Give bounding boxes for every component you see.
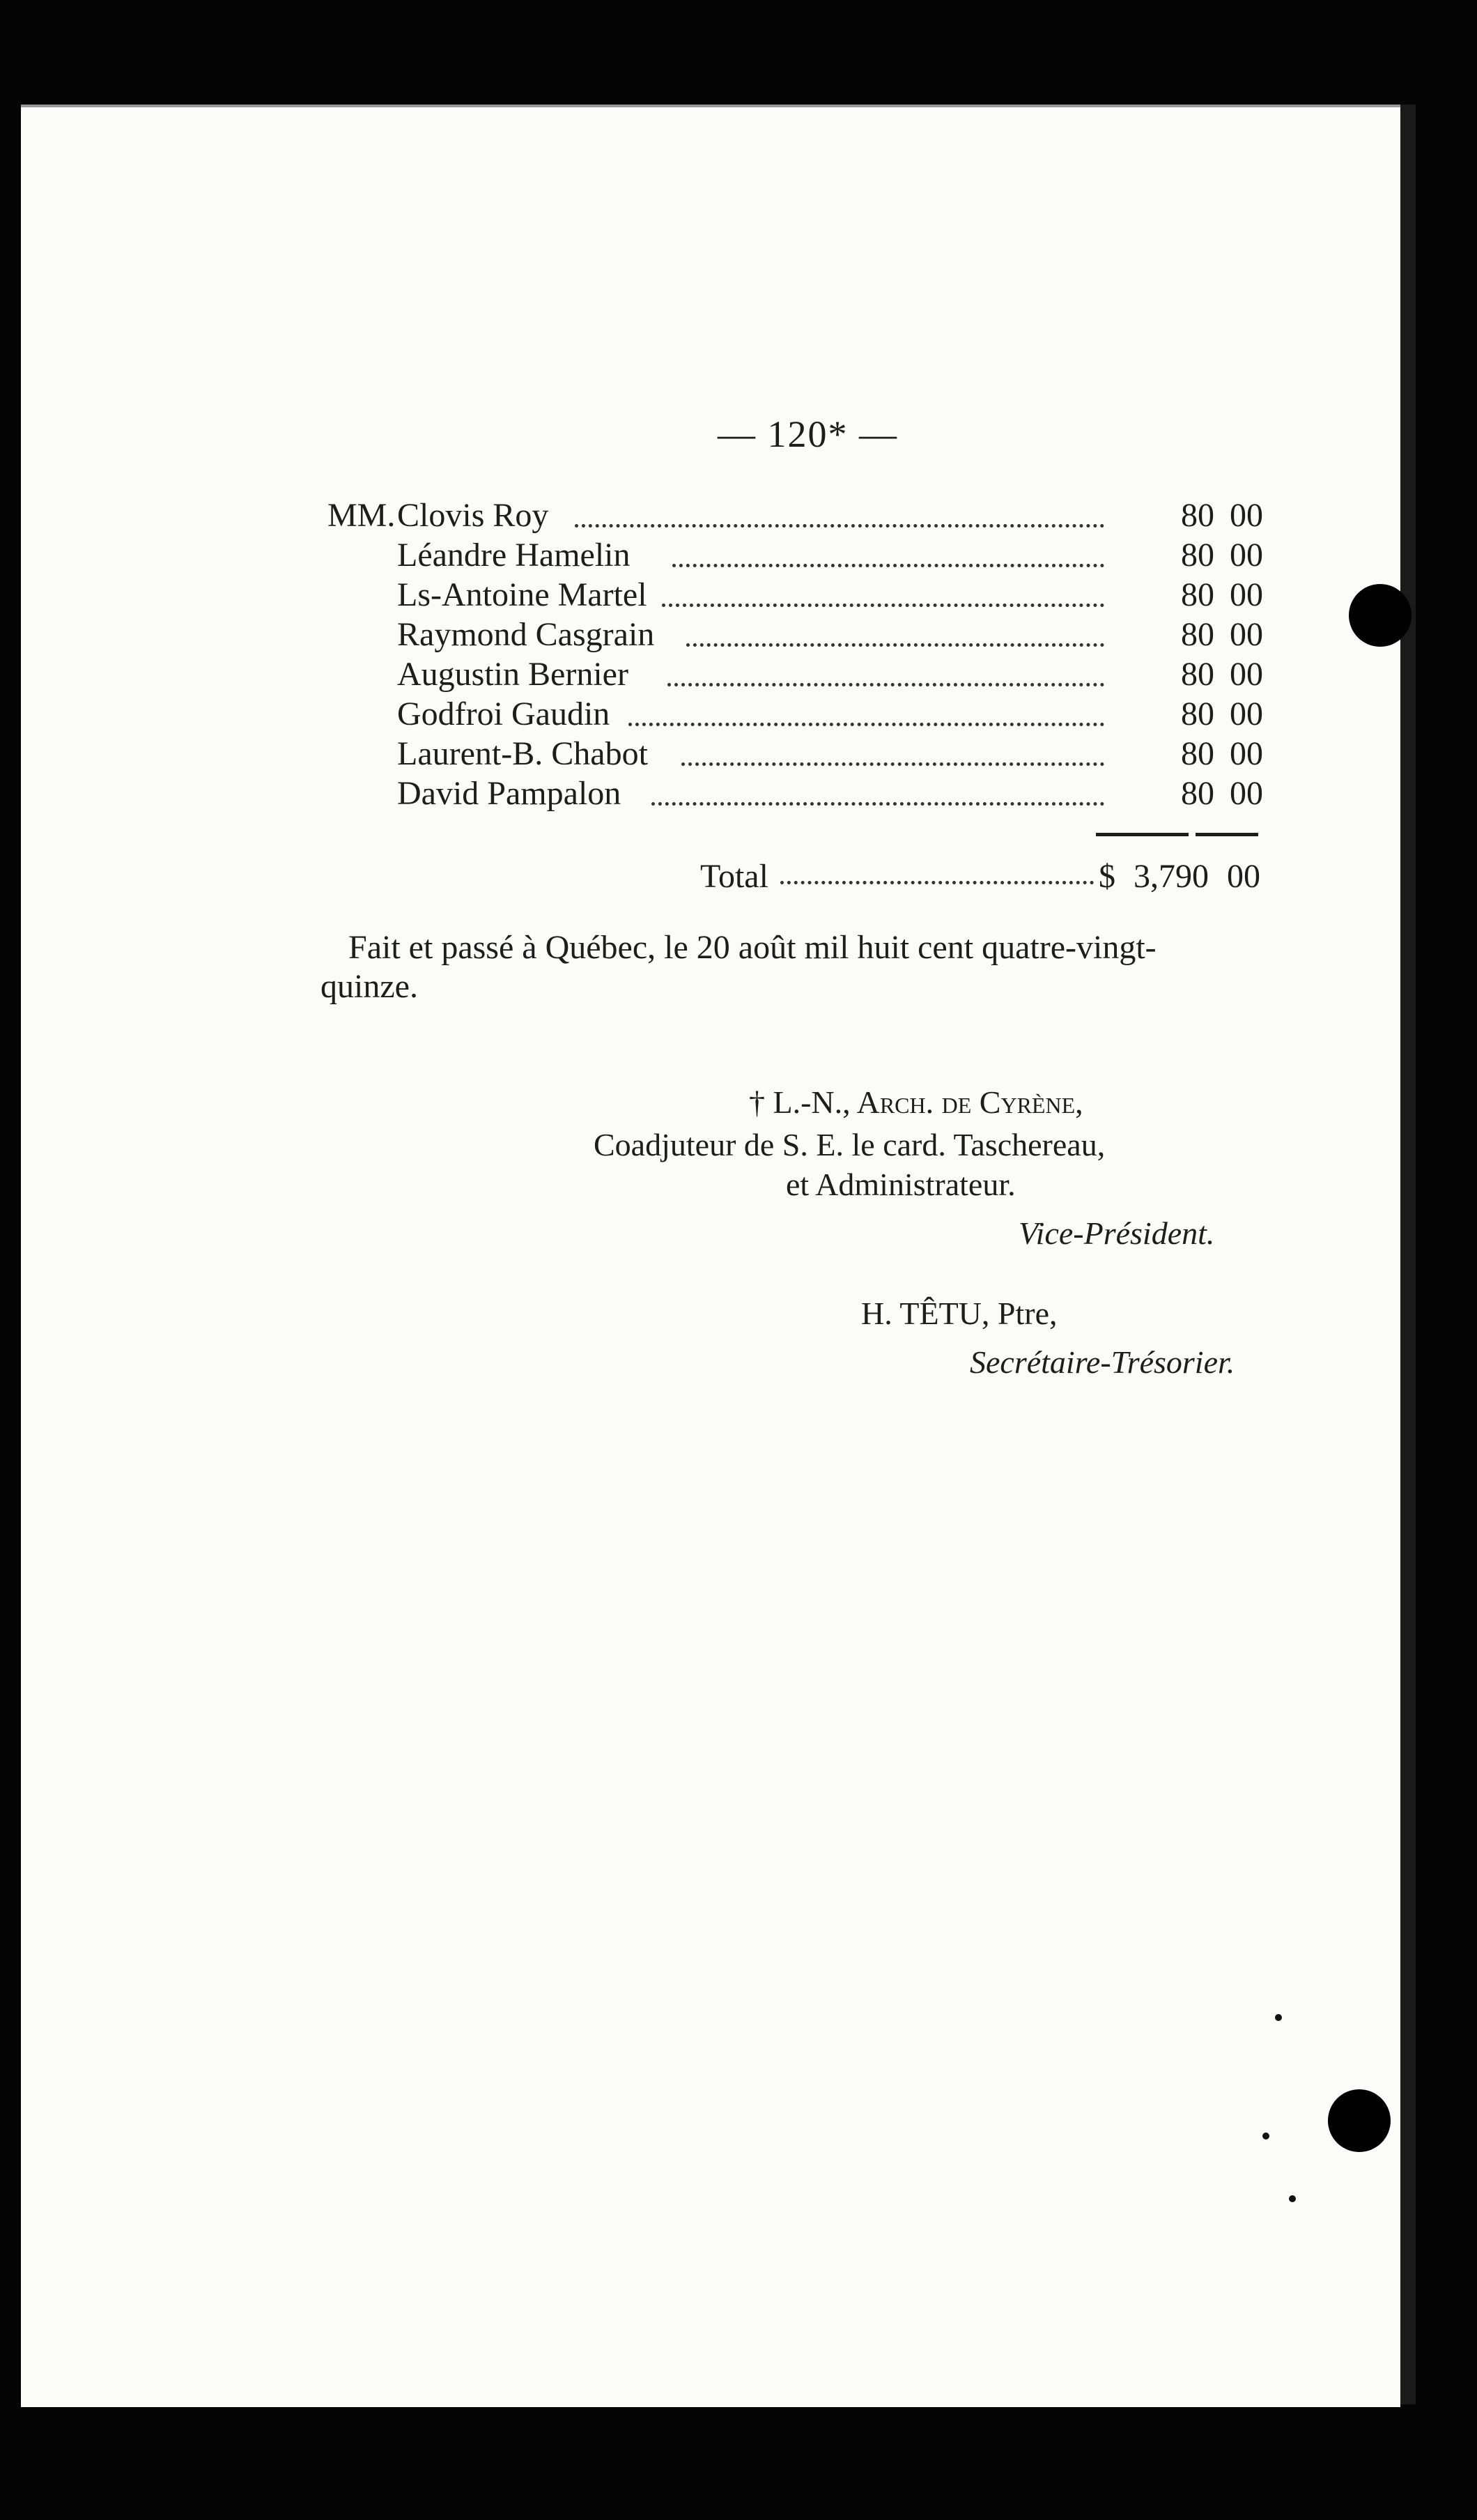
closing-line: quinze. (320, 968, 418, 1005)
entry-name: Raymond Casgrain (397, 616, 655, 653)
total-label: Total (700, 858, 768, 895)
signature-line: † L.-N., Arch. de Cyrène, (749, 1084, 1083, 1120)
entry-amount: 80 00 (1181, 656, 1263, 693)
entry-amount: 80 00 (1181, 576, 1263, 613)
entry-name: Léandre Hamelin (397, 537, 631, 574)
entry-name: David Pampalon (397, 775, 621, 812)
signature-line: et Administrateur. (786, 1167, 1016, 1202)
leader-dots (662, 599, 1104, 607)
leader-dots (681, 758, 1104, 766)
leader-dots (667, 679, 1104, 686)
closing-line: Fait et passé à Québec, le 20 août mil huit cent quatre-vingt- (348, 929, 1157, 966)
entry-row (0, 695, 1477, 734)
speck (1262, 2133, 1269, 2139)
entry-name: Ls-Antoine Martel (397, 576, 647, 613)
entry-amount: 80 00 (1181, 537, 1263, 574)
signature-title: Vice-Président. (1019, 1215, 1215, 1251)
entry-name: Godfroi Gaudin (397, 696, 610, 732)
leader-dots (651, 798, 1104, 806)
sum-rule (1196, 833, 1258, 836)
entry-amount: 80 00 (1181, 696, 1263, 732)
leader-dots (672, 560, 1104, 567)
total-amount: $ 3,790 00 (1099, 858, 1260, 895)
leader-dots (575, 520, 1104, 528)
leader-dots (780, 881, 1094, 884)
entry-row (0, 615, 1477, 654)
page-number: — 120* — (718, 413, 898, 455)
speck (1289, 2195, 1296, 2202)
entry-row (0, 496, 1477, 535)
entry-row (0, 735, 1477, 774)
signature-title: Secrétaire-Trésorier. (970, 1344, 1235, 1380)
binding-edge (1400, 105, 1416, 2404)
signature-line: Coadjuteur de S. E. le card. Taschereau, (594, 1127, 1106, 1162)
entry-amount: 80 00 (1181, 497, 1263, 534)
speck (1275, 2014, 1282, 2021)
punch-hole (1328, 2089, 1391, 2152)
entry-amount: 80 00 (1181, 775, 1263, 812)
document-page (21, 105, 1400, 2407)
signature-name: H. TÊTU, Ptre, (861, 1296, 1058, 1331)
entry-row (0, 774, 1477, 813)
entry-name: Augustin Bernier (397, 656, 628, 693)
sum-rule (1096, 833, 1189, 836)
leader-dots (628, 719, 1104, 726)
leader-dots (686, 639, 1104, 647)
entry-name: Laurent-B. Chabot (397, 735, 648, 772)
closing-paragraph (320, 928, 1261, 1006)
entry-row (0, 576, 1477, 615)
entry-name: Clovis Roy (397, 497, 549, 534)
entry-prefix: MM. (327, 497, 396, 534)
entry-amount: 80 00 (1181, 616, 1263, 653)
entry-row (0, 536, 1477, 575)
entry-row (0, 655, 1477, 694)
entry-amount: 80 00 (1181, 735, 1263, 772)
